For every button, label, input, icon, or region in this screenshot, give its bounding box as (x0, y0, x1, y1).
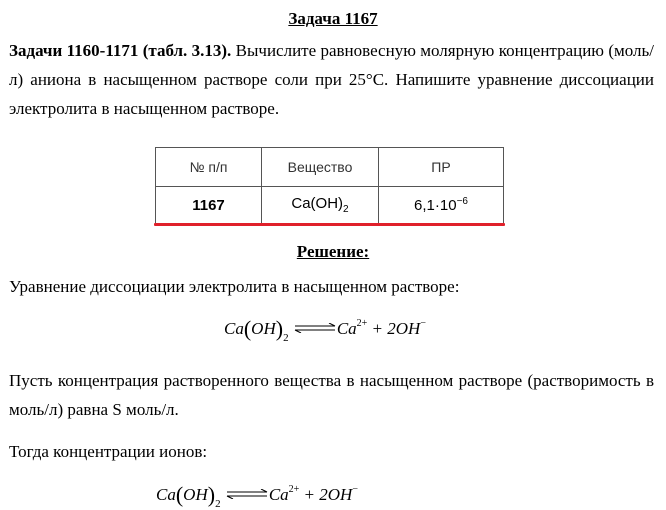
cell-substance: $Ca(OH)_2$ (262, 187, 379, 224)
solution-heading: Решение: (296, 242, 370, 261)
equilibrium-arrow-icon (293, 323, 337, 333)
header-pr: ПР (379, 148, 504, 187)
ion-concentrations-paragraph: Тогда концентрации ионов: (9, 442, 208, 461)
data-table (155, 147, 504, 224)
header-number: № п/п (156, 148, 262, 187)
cell-number: 1167 (156, 187, 262, 224)
assumption-paragraph: Пусть концентрация растворенного вещества в насыщенном растворе (растворимость в моль/л) равна S моль/л. (9, 371, 654, 419)
dissociation-paragraph: Уравнение диссоциации электролита в насыщенном растворе: (9, 277, 460, 296)
highlight-underline (154, 223, 505, 226)
problem-statement (9, 36, 654, 123)
equilibrium-arrow-icon (225, 489, 269, 499)
problem-text: Вычислите равновесную молярную концентрацию (моль/л) аниона в насыщенном растворе соли при 25°С. Напишите уравнение диссоциации электролита в насыщенном растворе. (9, 41, 654, 118)
problem-lead: Задачи 1160-1171 (табл. 3.13). (9, 41, 232, 60)
table-header-row (156, 148, 504, 187)
task-title: Задача 1167 (288, 9, 378, 28)
cell-pr: $6,1\cdot 10^{-6}$ (379, 187, 504, 224)
header-substance: Вещество (262, 148, 379, 187)
table-row (156, 187, 504, 224)
